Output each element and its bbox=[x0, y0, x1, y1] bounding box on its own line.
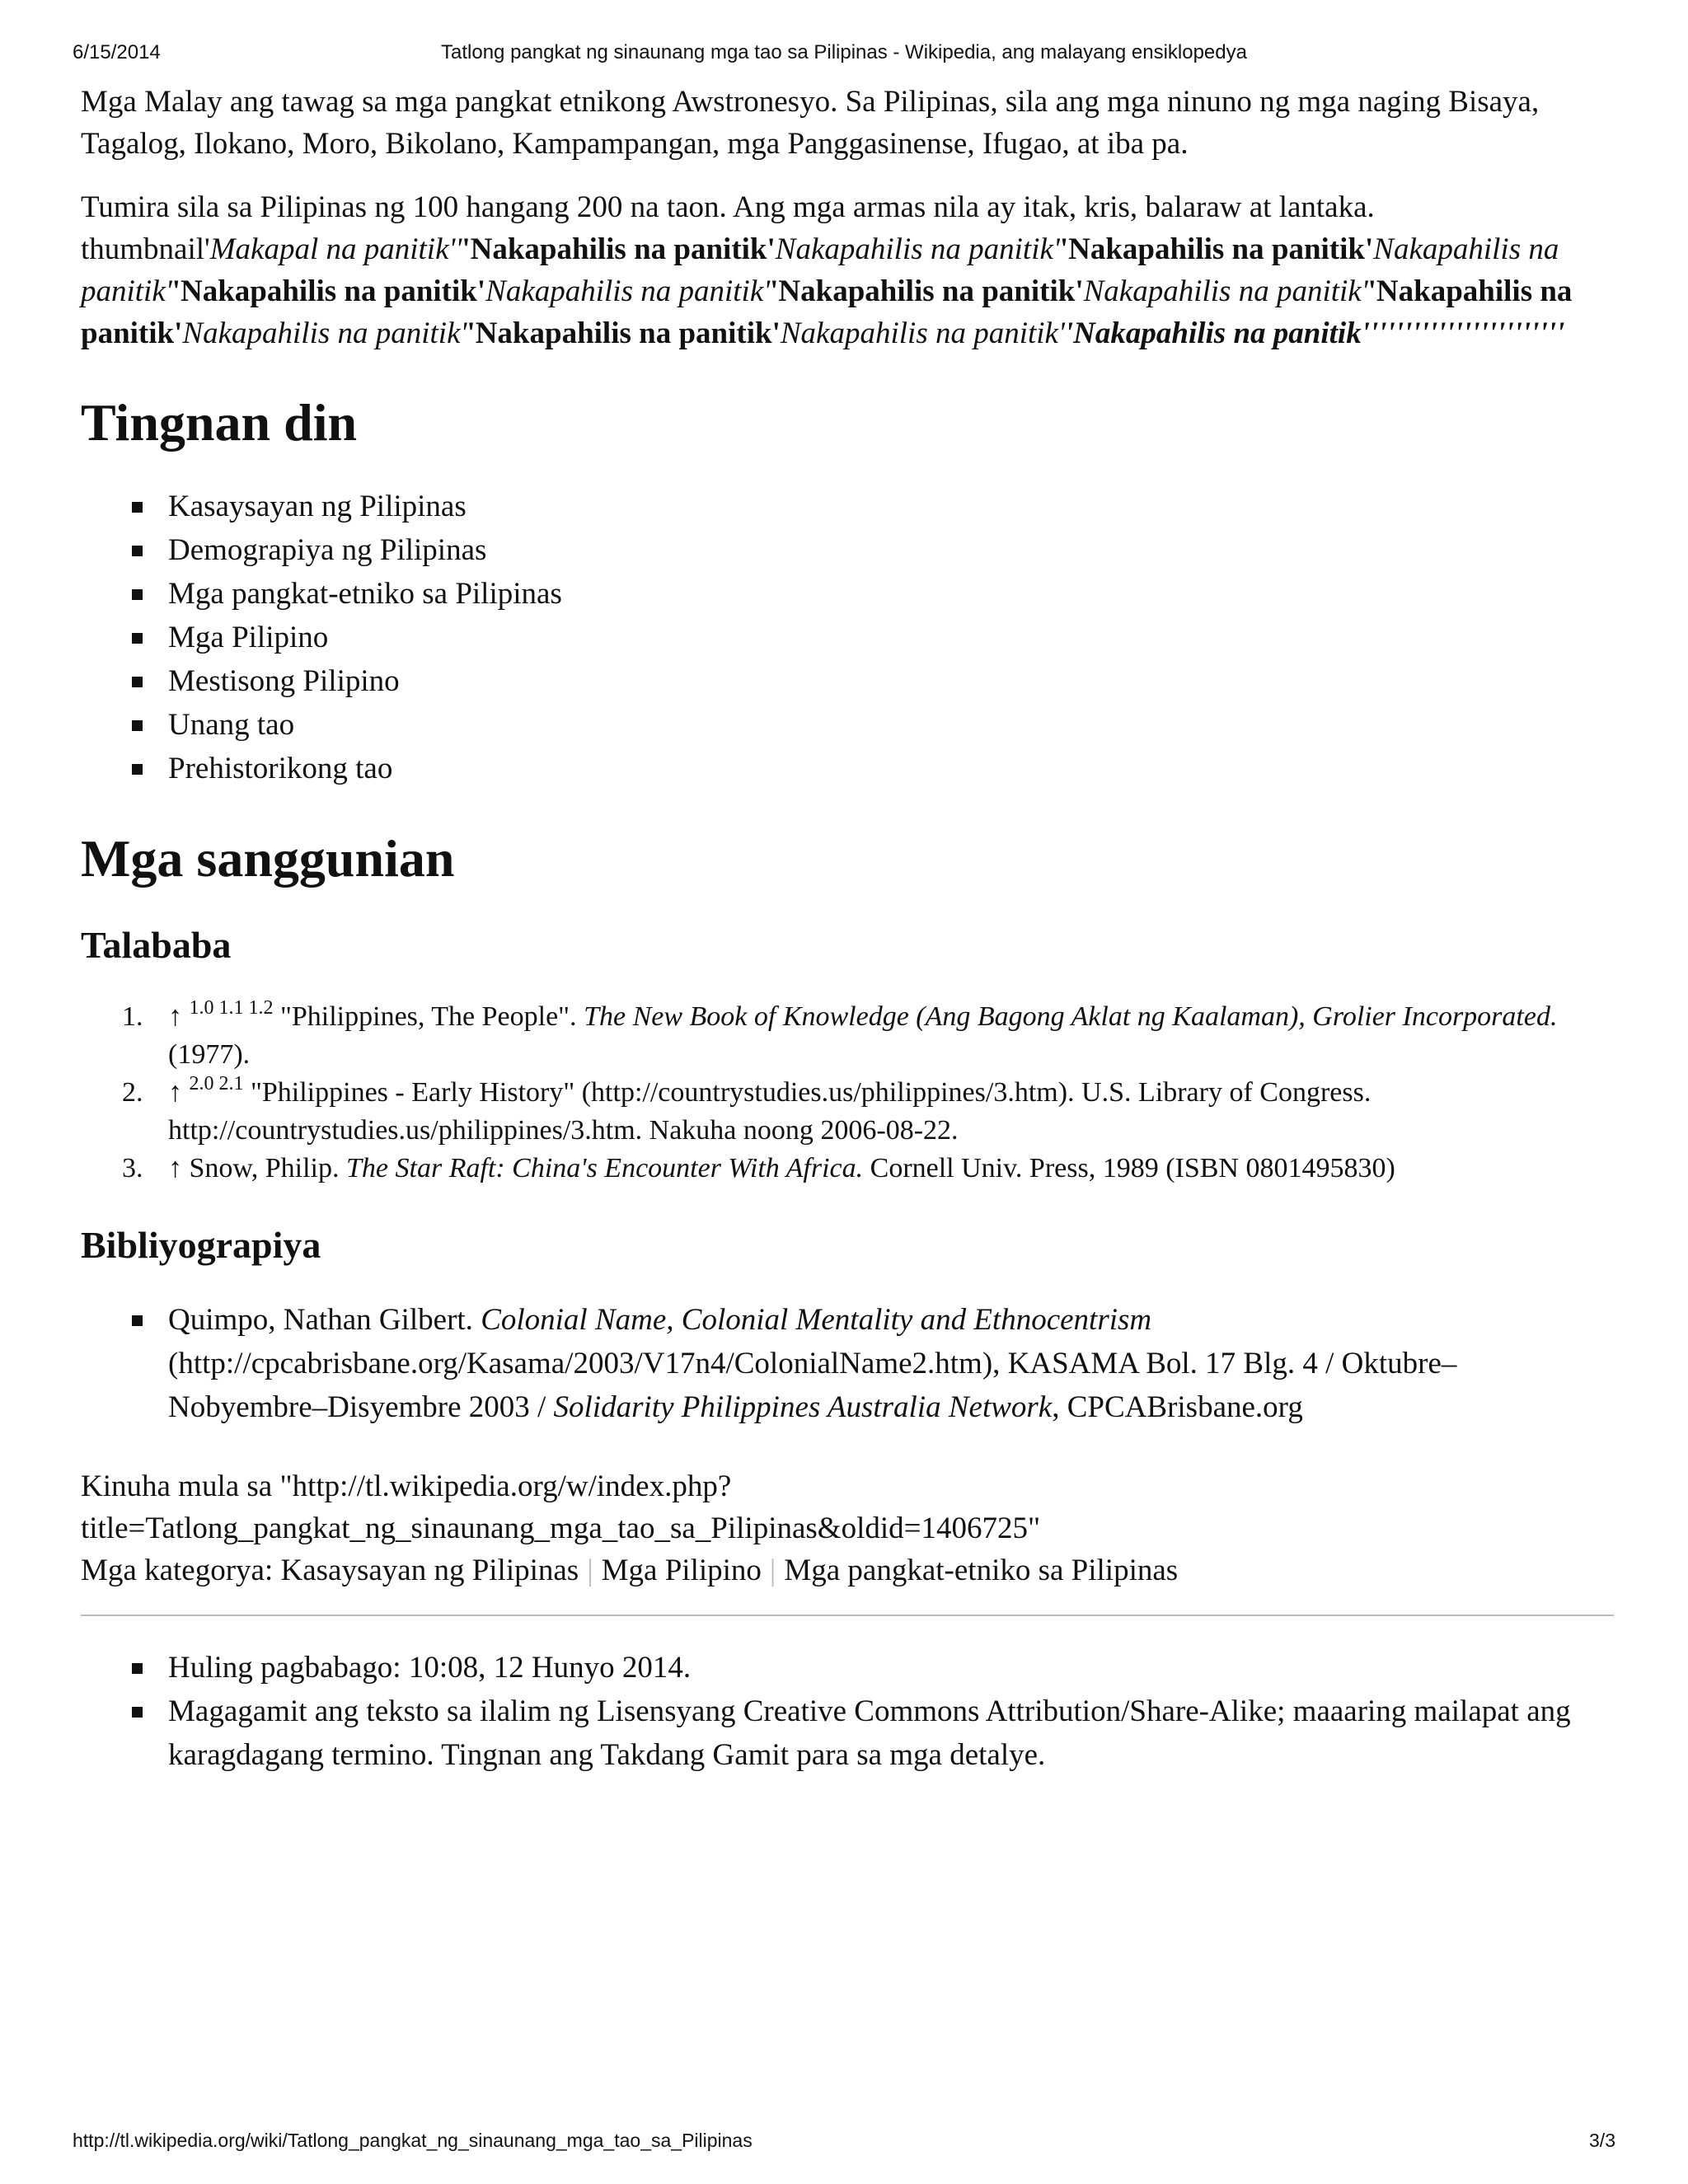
article-content bbox=[81, 81, 1614, 1777]
categories-label: Mga kategorya: bbox=[81, 1554, 274, 1587]
see-also-link[interactable]: Prehistorikong tao bbox=[168, 752, 393, 785]
category-links bbox=[81, 1549, 1614, 1591]
category-link[interactable]: Mga pangkat-etniko sa Pilipinas bbox=[784, 1554, 1179, 1587]
garbled-bold: 'Nakapahilis na panitik' bbox=[770, 274, 1084, 308]
see-also-link[interactable]: Kasaysayan ng Pilipinas bbox=[168, 490, 467, 523]
see-also-heading: Tingnan din bbox=[81, 393, 358, 452]
see-also-link[interactable]: Mga Pilipino bbox=[168, 621, 329, 654]
list-item bbox=[168, 528, 1614, 572]
print-header bbox=[73, 41, 1615, 74]
category-link[interactable]: Kasaysayan ng Pilipinas bbox=[280, 1554, 579, 1587]
footnote-backrefs[interactable]: 2.0 2.1 bbox=[189, 1073, 244, 1094]
footnote-text: Snow, Philip. bbox=[189, 1153, 340, 1183]
print-footer bbox=[73, 2130, 1615, 2159]
list-item bbox=[168, 485, 1614, 528]
footnote-number: 1. bbox=[122, 1001, 143, 1032]
footer-info-list bbox=[81, 1646, 1614, 1777]
biblio-tail: , CPCABrisbane.org bbox=[1052, 1390, 1303, 1424]
thumbnail-markup: thumbnail' bbox=[81, 232, 210, 266]
biblio-title-link[interactable] bbox=[481, 1303, 1151, 1337]
footnote-text: "Philippines, The People". bbox=[280, 1001, 577, 1032]
see-also-link[interactable]: Unang tao bbox=[168, 708, 295, 742]
retrieved-line: Kinuha mula sa "http://tl.wikipedia.org/w/index.php? bbox=[81, 1469, 732, 1503]
garbled-bold: 'Nakapahilis na panitik' bbox=[1059, 232, 1374, 266]
garbled-bold: 'Nakapahilis na panitik' bbox=[467, 316, 781, 350]
bibliography-list bbox=[81, 1298, 1614, 1429]
list-item bbox=[168, 747, 1614, 790]
backlink-arrow[interactable]: ↑ bbox=[168, 1001, 182, 1032]
category-link[interactable]: Mga Pilipino bbox=[601, 1554, 762, 1587]
category-separator: | bbox=[587, 1554, 593, 1587]
retrieved-line: title=Tatlong_pangkat_ng_sinaunang_mga_tao_sa_Pilipinas&oldid=1406725" bbox=[81, 1511, 1041, 1545]
garbled-italic: Nakapahilis na panitik' bbox=[775, 232, 1060, 266]
references-heading: Mga sanggunian bbox=[81, 829, 455, 888]
footnote-number: 3. bbox=[122, 1153, 143, 1183]
category-separator: | bbox=[769, 1554, 776, 1587]
garbled-bold: 'Nakapahilis na panitik' bbox=[462, 232, 776, 266]
garbled-italic: Nakapahilis na panitik' bbox=[182, 316, 467, 350]
list-item bbox=[168, 1298, 1614, 1429]
list-item bbox=[168, 703, 1614, 747]
footnote-number: 2. bbox=[122, 1077, 143, 1108]
see-also-link[interactable]: Mestisong Pilipino bbox=[168, 664, 400, 698]
garbled-italic: Makapal na panitik'' bbox=[209, 232, 462, 266]
weapons-paragraph bbox=[81, 186, 1614, 354]
biblio-title[interactable]: Colonial Name, Colonial Mentality and Ethnocentrism bbox=[481, 1303, 1152, 1337]
see-also-list bbox=[81, 485, 1614, 790]
biblio-details: (http://cpcabrisbane.org/Kasama/2003/V17n4/ColonialName2.htm), KASAMA Bol. 17 Blg. 4 / Oktubre–Nobyembre–Disyembre 2003 / bbox=[168, 1347, 1457, 1424]
see-also-link[interactable]: Mga pangkat-etniko sa Pilipinas bbox=[168, 577, 562, 611]
list-item bbox=[168, 616, 1614, 659]
license-notice: Magagamit ang teksto sa ilalim ng Lisensyang Creative Commons Attribution/Share-Alike; maaaring mailapat ang karagdagang termino. Tingnan ang Takdang Gamit para sa mga detalye. bbox=[168, 1690, 1614, 1777]
biblio-author: Quimpo, Nathan Gilbert. bbox=[168, 1303, 473, 1337]
backlink-arrow[interactable]: ↑ bbox=[168, 1077, 182, 1108]
bibliography-heading: Bibliyograpiya bbox=[81, 1224, 321, 1266]
list-item bbox=[168, 572, 1614, 616]
garbled-italic: Nakapahilis na panitik' bbox=[485, 274, 771, 308]
footnote-tail: (1977). bbox=[168, 1039, 251, 1070]
biblio-publisher[interactable]: Solidarity Philippines Australia Network bbox=[553, 1390, 1053, 1424]
list-item bbox=[168, 659, 1614, 703]
weapons-text: Tumira sila sa Pilipinas ng 100 hangang 200 na taon. Ang mga armas nila ay itak, kris, balaraw at lantaka. bbox=[81, 190, 1375, 224]
last-modified: Huling pagbabago: 10:08, 12 Hunyo 2014. bbox=[168, 1646, 1614, 1690]
garbled-bold: 'Nakapahilis na panitik' bbox=[81, 274, 1573, 350]
see-also-link[interactable]: Demograpiya ng Pilipinas bbox=[168, 533, 487, 567]
footnote-link[interactable]: "Philippines - Early History" (http://countrystudies.us/philippines/3.htm). U.S. Library of Congress. http://countrystudies.us/philippines/3.htm. Nakuha noong 2006-08-22. bbox=[168, 1077, 1372, 1146]
garbled-bold: 'Nakapahilis na panitik' bbox=[171, 274, 486, 308]
garbled-bold-italic: 'Nakapahilis na panitik'''''''''''''''''''''''' bbox=[1064, 316, 1565, 350]
print-date: 6/15/2014 bbox=[73, 41, 161, 63]
footnote-item bbox=[122, 1150, 1614, 1188]
print-page-title: Tatlong pangkat ng sinaunang mga tao sa Pilipinas - Wikipedia, ang malayang ensiklopedya bbox=[441, 41, 1247, 63]
footnote-tail: Cornell Univ. Press, 1989 (ISBN 0801495830) bbox=[870, 1153, 1395, 1183]
footnote-item bbox=[122, 1073, 1614, 1150]
footnote-italic: The New Book of Knowledge (Ang Bagong Aklat ng Kaalaman), Grolier Incorporated. bbox=[584, 1001, 1558, 1032]
garbled-italic: Nakapahilis na panitik' bbox=[780, 316, 1065, 350]
footnotes-list bbox=[81, 998, 1614, 1188]
footnotes-heading: Talababa bbox=[81, 924, 232, 966]
garbled-italic: Nakapahilis na panitik' bbox=[81, 232, 1559, 308]
print-url: http://tl.wikipedia.org/wiki/Tatlong_pangkat_ng_sinaunang_mga_tao_sa_Pilipinas bbox=[73, 2130, 753, 2151]
intro-paragraph: Mga Malay ang tawag sa mga pangkat etnikong Awstronesyo. Sa Pilipinas, sila ang mga ninuno ng mga naging Bisaya, Tagalog, Ilokano, Moro, Bikolano, Kampampangan, mga Panggasinense, Ifugao, at iba pa. bbox=[81, 85, 1540, 161]
backlink-arrow[interactable]: ↑ bbox=[168, 1153, 182, 1183]
footer-divider bbox=[81, 1615, 1614, 1616]
retrieved-from bbox=[81, 1465, 1614, 1549]
garbled-italic: Nakapahilis na panitik' bbox=[1083, 274, 1368, 308]
footnote-italic: The Star Raft: China's Encounter With Africa. bbox=[346, 1153, 864, 1183]
footnote-backrefs[interactable]: 1.0 1.1 1.2 bbox=[189, 997, 274, 1019]
footnote-item bbox=[122, 997, 1614, 1074]
page-number: 3/3 bbox=[1589, 2130, 1615, 2151]
